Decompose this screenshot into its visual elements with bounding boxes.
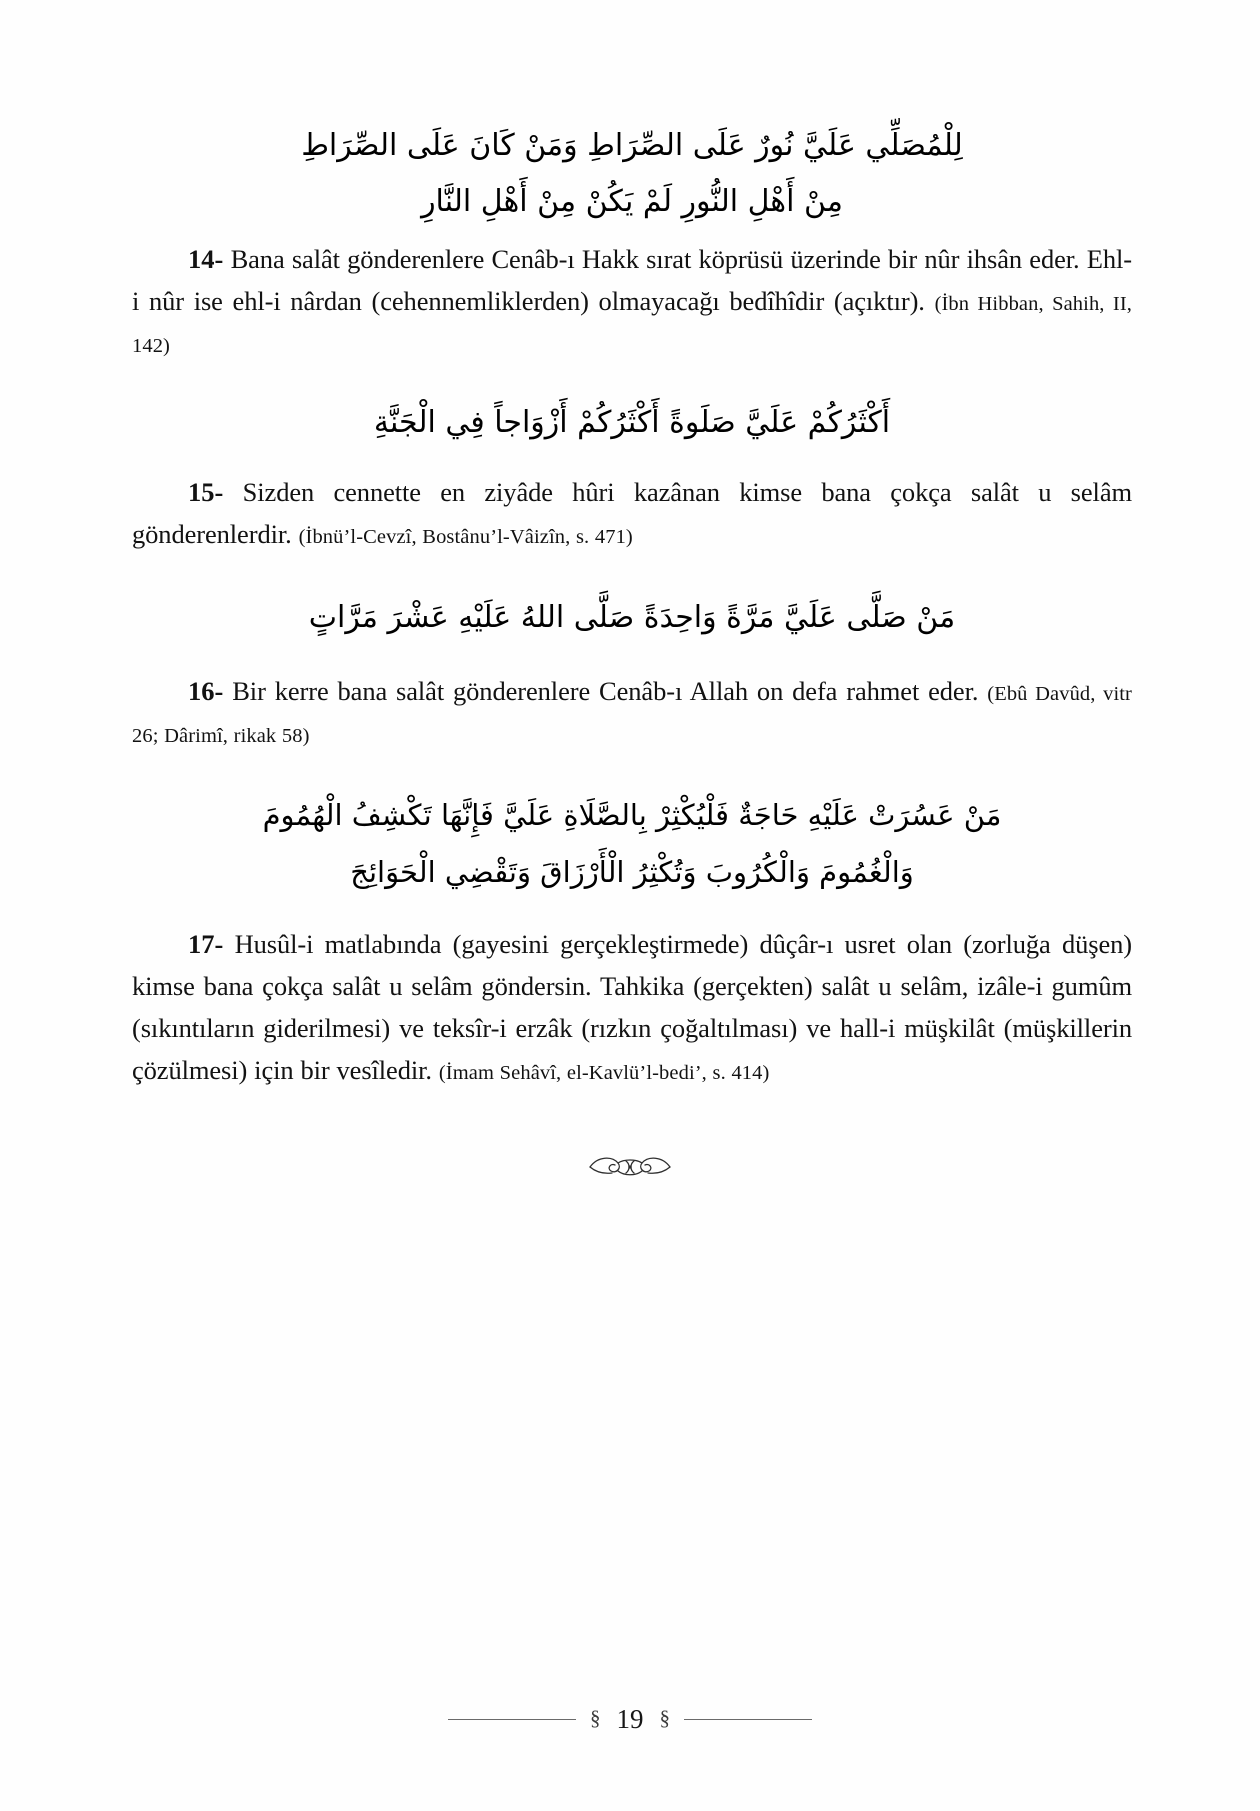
- footer-mark-right-icon: §: [659, 1706, 670, 1730]
- section-ornament: [0, 1150, 1260, 1189]
- citation-17: (İmam Sehâvî, el-Kavlü’l-bedi’, s. 414): [438, 1061, 770, 1084]
- translation-paragraph-16: [132, 671, 1132, 755]
- floral-flourish-icon: [582, 1150, 678, 1184]
- translation-paragraph-17: [132, 924, 1132, 1091]
- citation-15: (İbnü’l-Cevzî, Bostânu’l-Vâizîn, s. 471): [298, 525, 633, 548]
- arabic-line: مَنْ عَسُرَتْ عَلَيْهِ حَاجَةٌ فَلْيُكْثِرْ بِالصَّلَاةِ عَلَيَّ فَإِنَّهَا تَكْشِفُ الْهُمُومَ: [262, 798, 1002, 833]
- translation-text-16: Bir kerre bana salât gönderenlere Cenâb-ı Allah on defa rahmet eder.: [232, 676, 979, 707]
- translation-paragraph-15: [132, 472, 1132, 556]
- footer-rule-right: [684, 1719, 812, 1720]
- translation-text-14: Bana salât gönderenlere Cenâb-ı Hakk sırat köprüsü üzerinde bir nûr ihsân eder. Ehl-i nûr ise ehl-i nârdan (cehennemliklerden) olmayacağı bedîhîdir (açıktır).: [132, 244, 1132, 316]
- translation-paragraph-14: [132, 239, 1132, 365]
- citation-14: (İbn Hibban, Sahih, II, 142): [132, 292, 1132, 357]
- page-content: [132, 118, 1132, 1092]
- arabic-passage-15: [132, 395, 1132, 451]
- translation-text-17: Husûl-i matlabında (gayesini gerçekleştirmede) dûçâr-ı usret olan (zorluğa düşen) kimse bana çokça salât u selâm göndersin. Tahkika (gerçekten) salât u selâm, izâle-i gumûm (sıkıntıların giderilmesi) ve teksîr-i erzâk (rızkın çoğaltılması) ve hall-i müşkilât (müşkillerin çözülmesi) için bir vesîledir.: [132, 929, 1132, 1085]
- arabic-passage-17: [132, 787, 1132, 900]
- arabic-line: وَالْغُمُومَ وَالْكُرُوبَ وَتُكْثِرُ الْأَرْزَاقَ وَتَقْضِي الْحَوَائِجَ: [350, 854, 914, 889]
- arabic-passage-16: [132, 590, 1132, 646]
- hadith-number-17: 17-: [188, 929, 224, 960]
- hadith-number-15: 15-: [188, 477, 224, 508]
- translation-text-15: Sizden cennette en ziyâde hûri kazânan kimse bana çokça salât u selâm gönderenlerdir.: [132, 477, 1132, 549]
- arabic-line: مِنْ أَهْلِ النُّورِ لَمْ يَكُنْ مِنْ أَهْلِ النَّارِ: [421, 183, 843, 219]
- arabic-line: لِلْمُصَلِّي عَلَيَّ نُورٌ عَلَى الصِّرَاطِ وَمَنْ كَانَ عَلَى الصِّرَاطِ: [301, 128, 963, 163]
- footer-mark-left-icon: §: [590, 1706, 601, 1730]
- ornament-center-dot: [628, 1165, 631, 1168]
- arabic-line: أَكْثَرُكُمْ عَلَيَّ صَلَوةً أَكْثَرُكُمْ أَزْوَاجاً فِي الْجَنَّةِ: [373, 404, 891, 440]
- page-footer: [0, 1706, 1260, 1733]
- arabic-line: مَنْ صَلَّى عَلَيَّ مَرَّةً وَاحِدَةً صَلَّى اللهُ عَلَيْهِ عَشْرَ مَرَّاتٍ: [308, 599, 956, 635]
- hadith-number-16: 16-: [188, 676, 224, 707]
- hadith-number-14: 14-: [188, 244, 224, 274]
- page-number: 19: [616, 1704, 644, 1734]
- footer-rule-left: [448, 1719, 576, 1720]
- citation-16: (Ebû Davûd, vitr 26; Dârimî, rikak 58): [132, 683, 1132, 748]
- arabic-passage-14: [132, 118, 1132, 229]
